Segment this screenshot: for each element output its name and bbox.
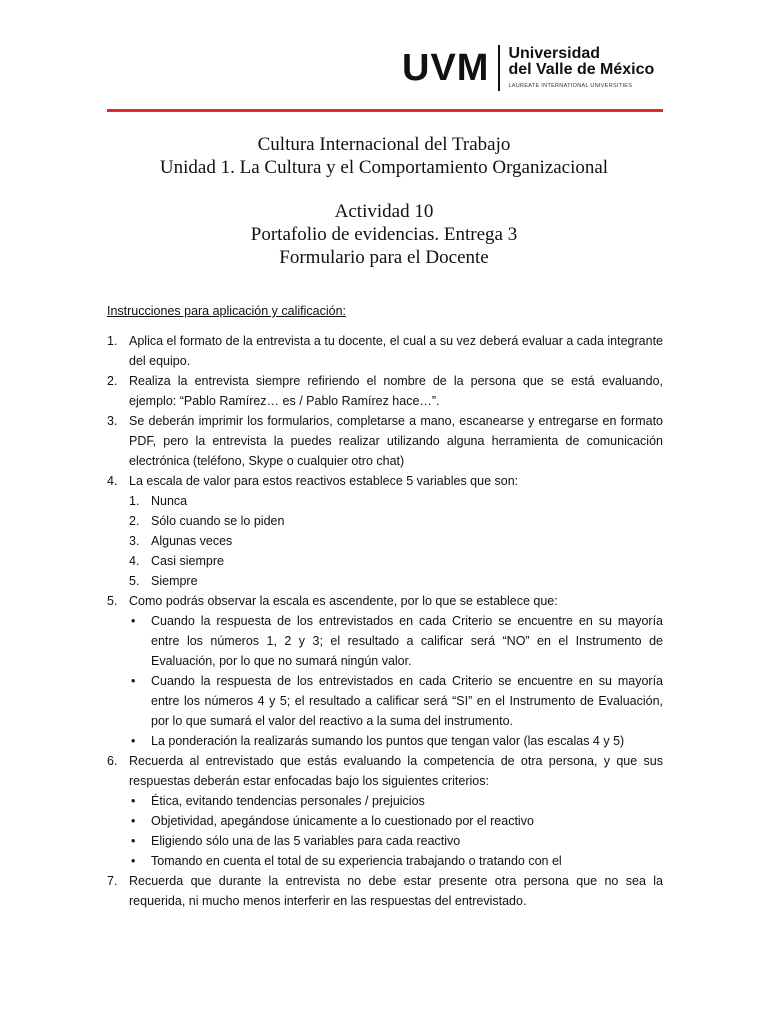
bullet-text: Cuando la respuesta de los entrevistados en cada Criterio se encuentre en su mayoría entre los números 1, 2 y 3; el resultado a calificar será “NO” en el Instrumento de Evaluación, por lo que no sumará ningún valor. xyxy=(151,614,663,668)
bullet-icon: • xyxy=(131,814,136,828)
logo-mark: UVM xyxy=(402,47,490,89)
unit-title: Unidad 1. La Cultura y el Comportamiento Organizacional xyxy=(159,157,609,178)
scale-item xyxy=(107,491,663,511)
item-number: 6. xyxy=(107,754,118,768)
uvm-logo xyxy=(402,44,654,92)
bullet-icon: • xyxy=(131,614,136,628)
bullet-text: Ética, evitando tendencias personales / prejuicios xyxy=(151,794,425,808)
bullet-item xyxy=(107,611,663,671)
course-title: Cultura Internacional del Trabajo xyxy=(257,134,511,155)
scale-number: 4. xyxy=(129,554,140,568)
logo-line-1: Universidad xyxy=(508,45,601,63)
bullet-icon: • xyxy=(131,734,136,748)
item-number: 1. xyxy=(107,334,118,348)
scale-number: 1. xyxy=(129,494,140,508)
bullet-item xyxy=(107,811,663,831)
scale-text: Siempre xyxy=(151,574,198,588)
scale-number: 2. xyxy=(129,514,140,528)
scale-text: Casi siempre xyxy=(151,554,224,568)
instruction-item xyxy=(107,871,663,911)
instructions-section xyxy=(107,301,663,911)
instruction-item xyxy=(107,371,663,411)
scale-item xyxy=(107,511,663,531)
item-number: 3. xyxy=(107,414,118,428)
item-number: 2. xyxy=(107,374,118,388)
scale-number: 5. xyxy=(129,574,140,588)
item-text: La escala de valor para estos reactivos establece 5 variables que son: xyxy=(129,474,519,488)
bullet-text: Cuando la respuesta de los entrevistados en cada Criterio se encuentre en su mayoría entre los números 4 y 5; el resultado a calificar será “SI” en el Instrumento de Evaluación, por lo que sumará el valor del reactivo a la suma del instrumento. xyxy=(151,674,663,728)
item-text: Se deberán imprimir los formularios, completarse a mano, escanearse y entregarse en formato PDF, pero la entrevista la puedes realizar utilizando alguna herramienta de comunicación electrónica (teléfono, Skype o cualquier otro chat) xyxy=(129,414,663,468)
header-rule xyxy=(107,109,663,112)
scale-number: 3. xyxy=(129,534,140,548)
instruction-item xyxy=(107,331,663,371)
bullet-icon: • xyxy=(131,834,136,848)
bullet-item xyxy=(107,851,663,871)
scale-item xyxy=(107,571,663,591)
logo-wordmark xyxy=(508,46,654,90)
activity-title: Actividad 10 xyxy=(334,201,434,222)
bullet-text: La ponderación la realizarás sumando los puntos que tengan valor (las escalas 4 y 5) xyxy=(151,734,625,748)
bullet-text: Tomando en cuenta el total de su experiencia trabajando o tratando con el xyxy=(151,854,562,868)
bullet-icon: • xyxy=(131,854,136,868)
instructions-heading: Instrucciones para aplicación y calificación: xyxy=(107,304,347,318)
item-text: Recuerda al entrevistado que estás evaluando la competencia de otra persona, y que sus respuestas deberán estar enfocadas bajo los siguientes criterios: xyxy=(129,754,663,788)
item-number: 4. xyxy=(107,474,118,488)
scale-item xyxy=(107,551,663,571)
bullet-icon: • xyxy=(131,674,136,688)
bullet-item xyxy=(107,791,663,811)
item-text: Realiza la entrevista siempre refiriendo el nombre de la persona que se está evaluando, ejemplo: “Pablo Ramírez… es / Pablo Ramírez hace…”. xyxy=(129,374,663,408)
bullet-icon: • xyxy=(131,794,136,808)
instruction-item xyxy=(107,471,663,491)
bullet-text: Objetividad, apegándose únicamente a lo cuestionado por el reactivo xyxy=(151,814,534,828)
bullet-item xyxy=(107,671,663,731)
item-number: 7. xyxy=(107,874,118,888)
title-activity-block xyxy=(0,200,768,269)
title-course-block xyxy=(0,133,768,179)
logo-divider xyxy=(498,45,500,91)
bullet-item xyxy=(107,831,663,851)
item-text: Recuerda que durante la entrevista no debe estar presente otra persona que no sea la requerida, ni mucho menos interferir en las respuestas del entrevistado. xyxy=(129,874,663,908)
instruction-item xyxy=(107,411,663,471)
form-title: Formulario para el Docente xyxy=(279,247,489,268)
instruction-item xyxy=(107,591,663,611)
deliverable-title: Portafolio de evidencias. Entrega 3 xyxy=(250,224,518,245)
scale-text: Nunca xyxy=(151,494,188,508)
scale-text: Sólo cuando se lo piden xyxy=(151,514,285,528)
item-text: Aplica el formato de la entrevista a tu docente, el cual a su vez deberá evaluar a cada integrante del equipo. xyxy=(129,334,663,368)
instruction-item xyxy=(107,751,663,791)
logo-line-2: del Valle de México xyxy=(508,61,655,79)
item-number: 5. xyxy=(107,594,118,608)
scale-text: Algunas veces xyxy=(151,534,233,548)
scale-item xyxy=(107,531,663,551)
bullet-text: Eligiendo sólo una de las 5 variables para cada reactivo xyxy=(151,834,461,848)
item-text: Como podrás observar la escala es ascendente, por lo que se establece que: xyxy=(129,594,558,608)
bullet-item xyxy=(107,731,663,751)
logo-tagline: LAUREATE INTERNATIONAL UNIVERSITIES xyxy=(508,83,633,90)
